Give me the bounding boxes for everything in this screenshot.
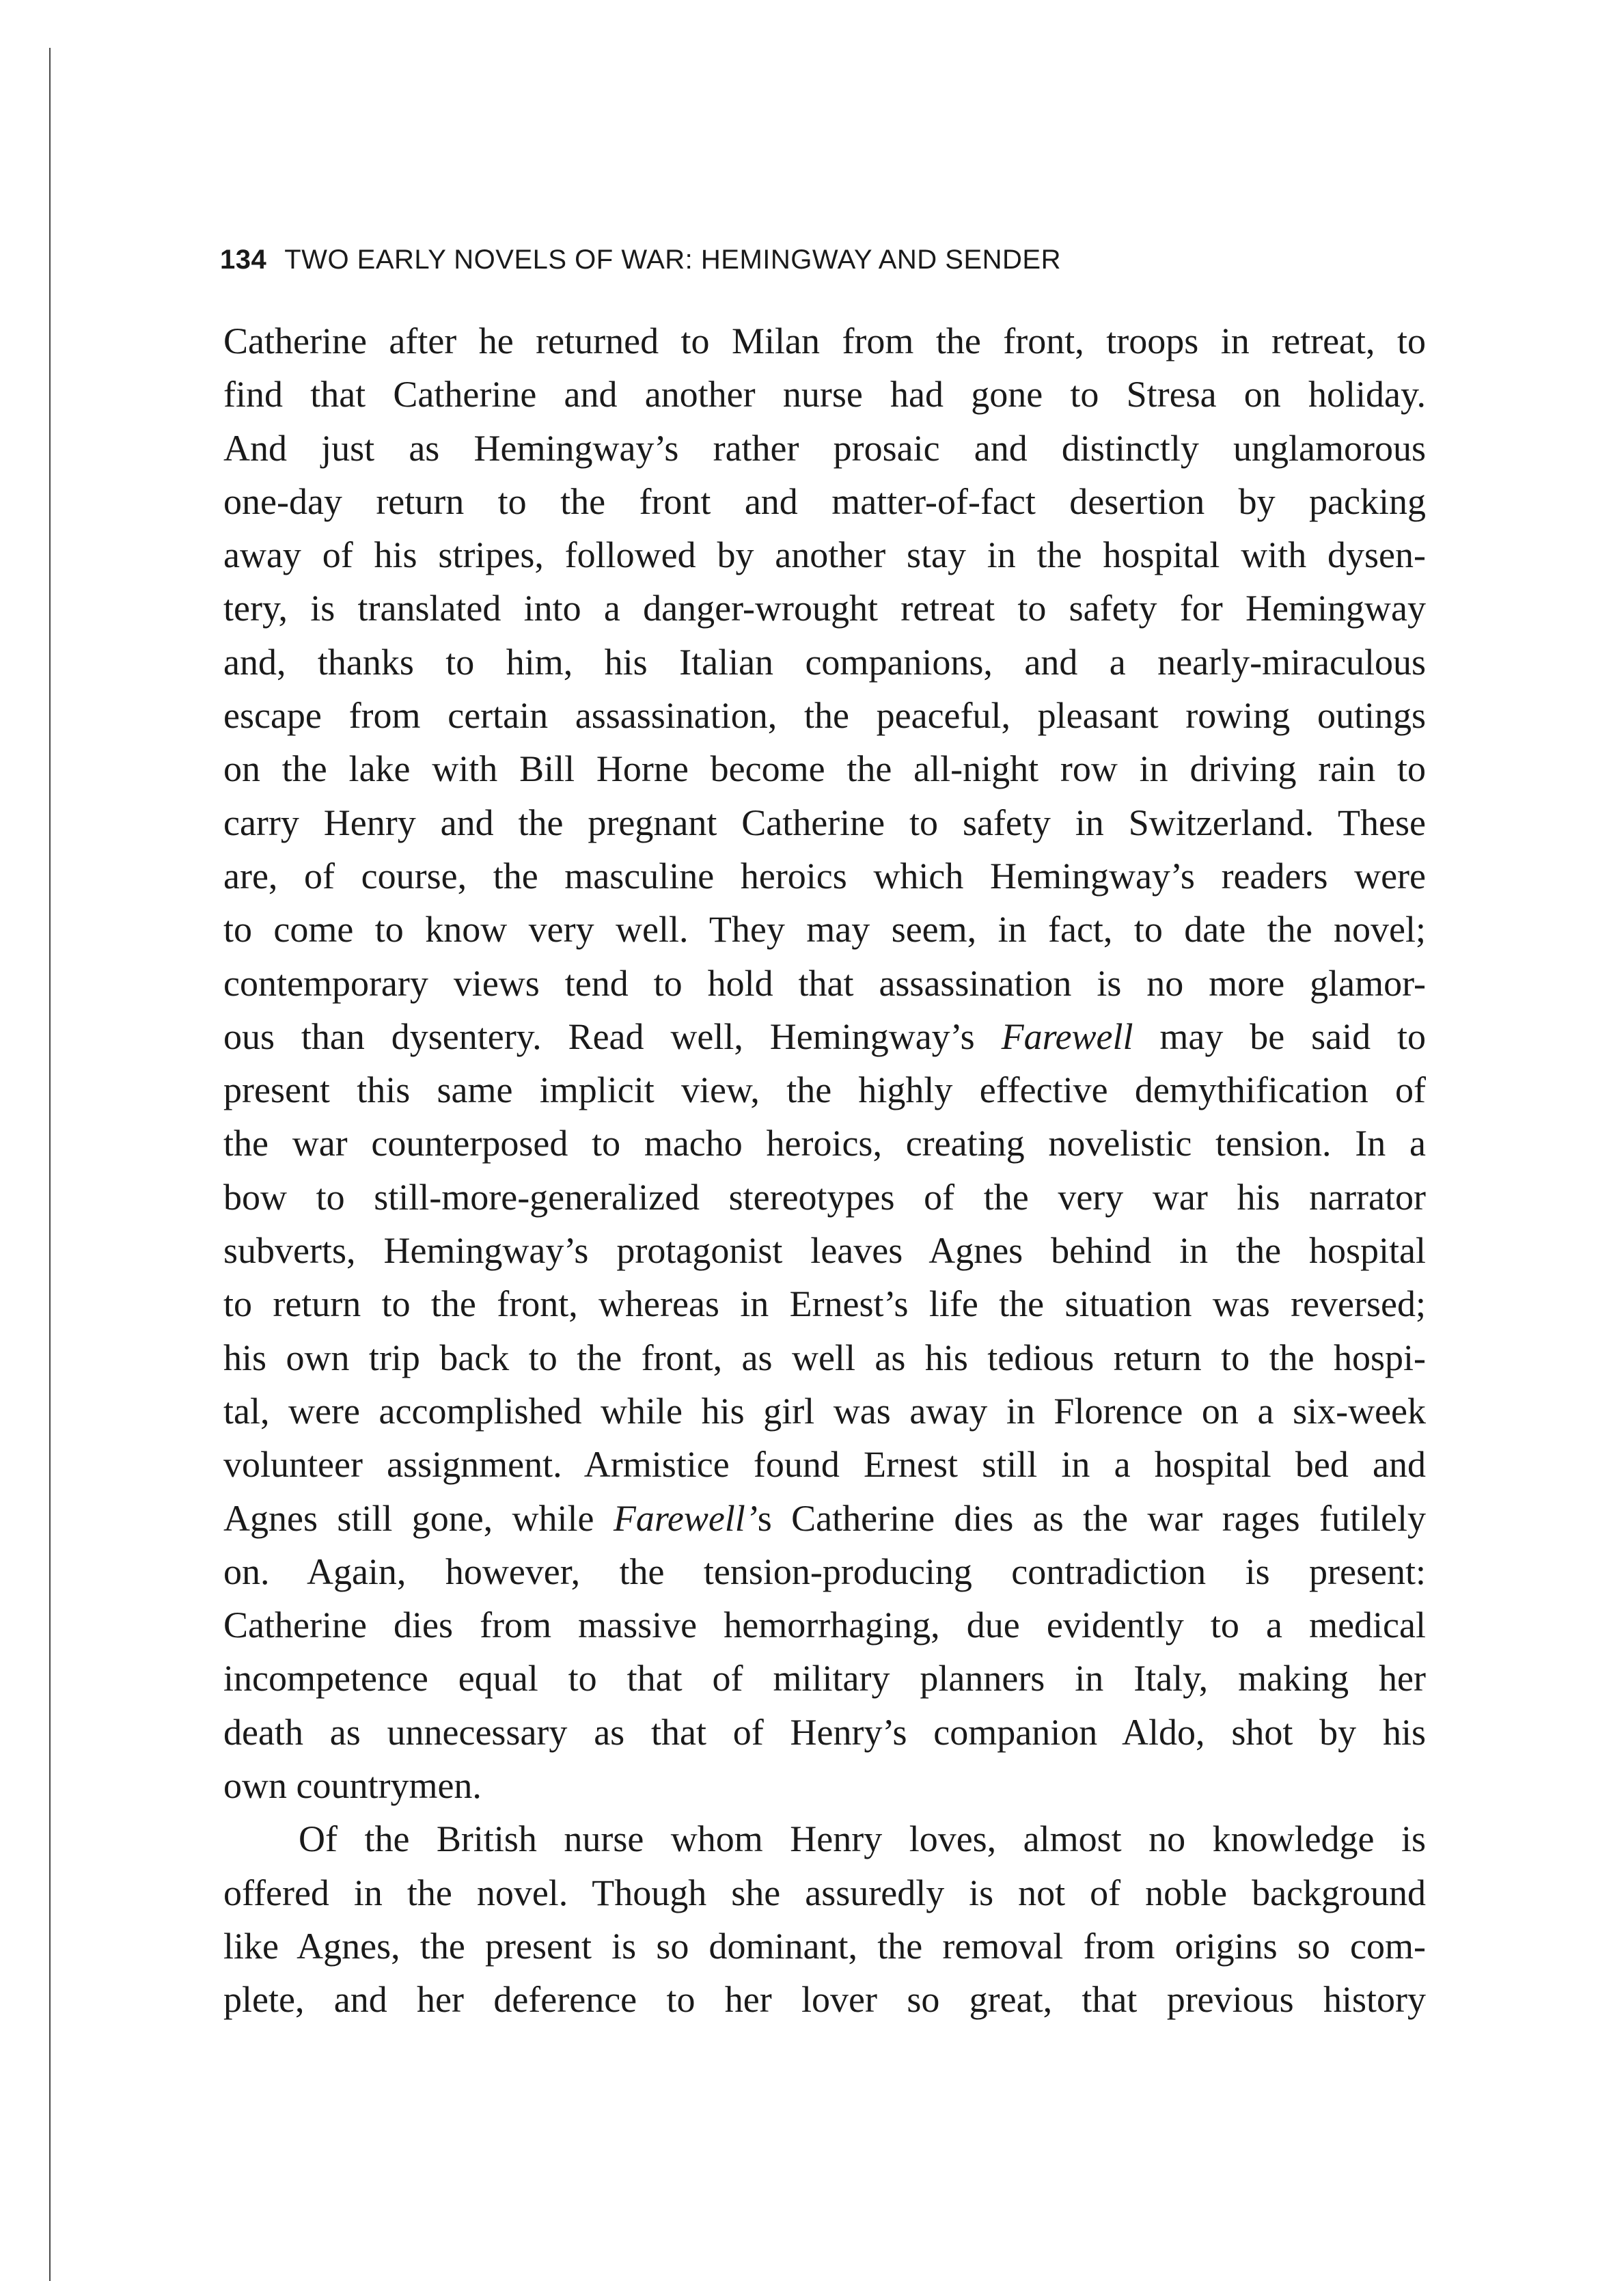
text-segment: to return to the front, whereas in Ernest’s life the situation was reversed; [223,1283,1426,1325]
text-segment: death as unnecessary as that of Henry’s companion Aldo, shot by his [223,1711,1426,1753]
text-segment: And just as Hemingway’s rather prosaic and distinctly unglamorous [223,427,1426,469]
text-line [223,1171,1426,1224]
text-line [223,475,1426,528]
text-segment: the war counterposed to macho heroics, creating novelistic tension. In a [223,1123,1426,1164]
text-line [223,742,1426,795]
text-line [223,1545,1426,1598]
text-segment: on. Again, however, the tension-producing contradiction is present: [223,1551,1426,1592]
text-line [223,1063,1426,1117]
text-line [223,796,1426,849]
text-segment: bow to still-more-generalized stereotypes of the very war his narrator [223,1176,1426,1218]
text-line [223,689,1426,742]
text-segment: tal, were accomplished while his girl was away in Florence on a six-week [223,1390,1426,1432]
binding-edge-line [49,48,51,2281]
text-line [223,1277,1426,1330]
text-line [223,1598,1426,1652]
text-line [223,903,1426,956]
text-line: like Agnes, the present is so dominant, the removal from origins so com- [223,1925,1426,1967]
text-line [223,368,1426,421]
paragraph-2 [223,1812,1426,2026]
text-segment: his own trip back to the front, as well as his tedious return to the hospi- [223,1337,1426,1378]
text-segment: escape from certain assassination, the peaceful, pleasant rowing outings [223,695,1426,737]
text-segment: to come to know very well. They may seem, in fact, to date the novel; [223,909,1426,951]
text-segment: volunteer assignment. Armistice found Ernest still in a hospital bed and [223,1444,1426,1486]
text-line [223,1010,1426,1063]
text-line [223,636,1426,689]
text-line [223,1706,1426,1759]
text-segment: one-day return to the front and matter-of-fact desertion by packing [223,480,1426,522]
text-segment: present this same implicit view, the highly effective demythification of [223,1069,1426,1111]
text-line [223,1331,1426,1384]
italic-title: Farewell [1001,1015,1133,1057]
text-segment: ous than dysentery. Read well, Hemingway’s [223,1015,1002,1057]
text-segment: contemporary views tend to hold that assassination is no more glamor- [223,962,1426,1004]
text-line [223,849,1426,903]
text-segment: Agnes still gone, while [223,1497,614,1539]
text-segment: may be said to [1133,1015,1426,1057]
text-segment: Catherine after he returned to Milan from the front, troops in retreat, to [223,320,1426,361]
text-segment: carry Henry and the pregnant Catherine to safety in Switzerland. These [223,802,1426,843]
text-line: offered in the novel. Though she assuredly is not of noble background [223,1872,1426,1913]
text-segment: own countrymen. [223,1765,482,1807]
running-header [220,245,1061,275]
text-segment: tery, is translated into a danger-wrought retreat to safety for Hemingway [223,588,1426,629]
running-title: TWO EARLY NOVELS OF WAR: HEMINGWAY AND SENDER [284,245,1061,275]
text-line [223,1438,1426,1491]
text-segment: on the lake with Bill Horne become the all-night row in driving rain to [223,748,1426,790]
text-line [223,582,1426,635]
text-segment: find that Catherine and another nurse had gone to Stresa on holiday. [223,374,1426,415]
text-line [223,528,1426,582]
text-segment: subverts, Hemingway’s protagonist leaves Agnes behind in the hospital [223,1230,1426,1272]
text-line [223,1492,1426,1545]
text-segment: incompetence equal to that of military planners in Italy, making her [223,1658,1426,1699]
text-line [223,1384,1426,1438]
text-line [223,422,1426,475]
text-line: plete, and her deference to her lover so great, that previous history [223,1979,1426,2021]
paragraph-1 [223,314,1426,1812]
page-number: 134 [220,245,267,275]
text-line [223,1759,1426,1812]
text-line [223,957,1426,1010]
text-line [223,1117,1426,1170]
text-segment: are, of course, the masculine heroics which Hemingway’s readers were [223,855,1426,897]
text-segment: Catherine dies from massive hemorrhaging, due evidently to a medical [223,1604,1426,1646]
text-segment: away of his stripes, followed by another stay in the hospital with dysen- [223,534,1426,576]
text-segment: and, thanks to him, his Italian companions, and a nearly-miraculous [223,641,1426,683]
text-line [223,1652,1426,1705]
text-line [223,314,1426,368]
text-line [223,1224,1426,1277]
italic-title: Farewell’ [613,1497,758,1539]
text-line: Of the British nurse whom Henry loves, almost no knowledge is [299,1818,1426,1860]
body-text [223,314,1426,2027]
text-segment: s Catherine dies as the war rages futilely [757,1497,1426,1539]
